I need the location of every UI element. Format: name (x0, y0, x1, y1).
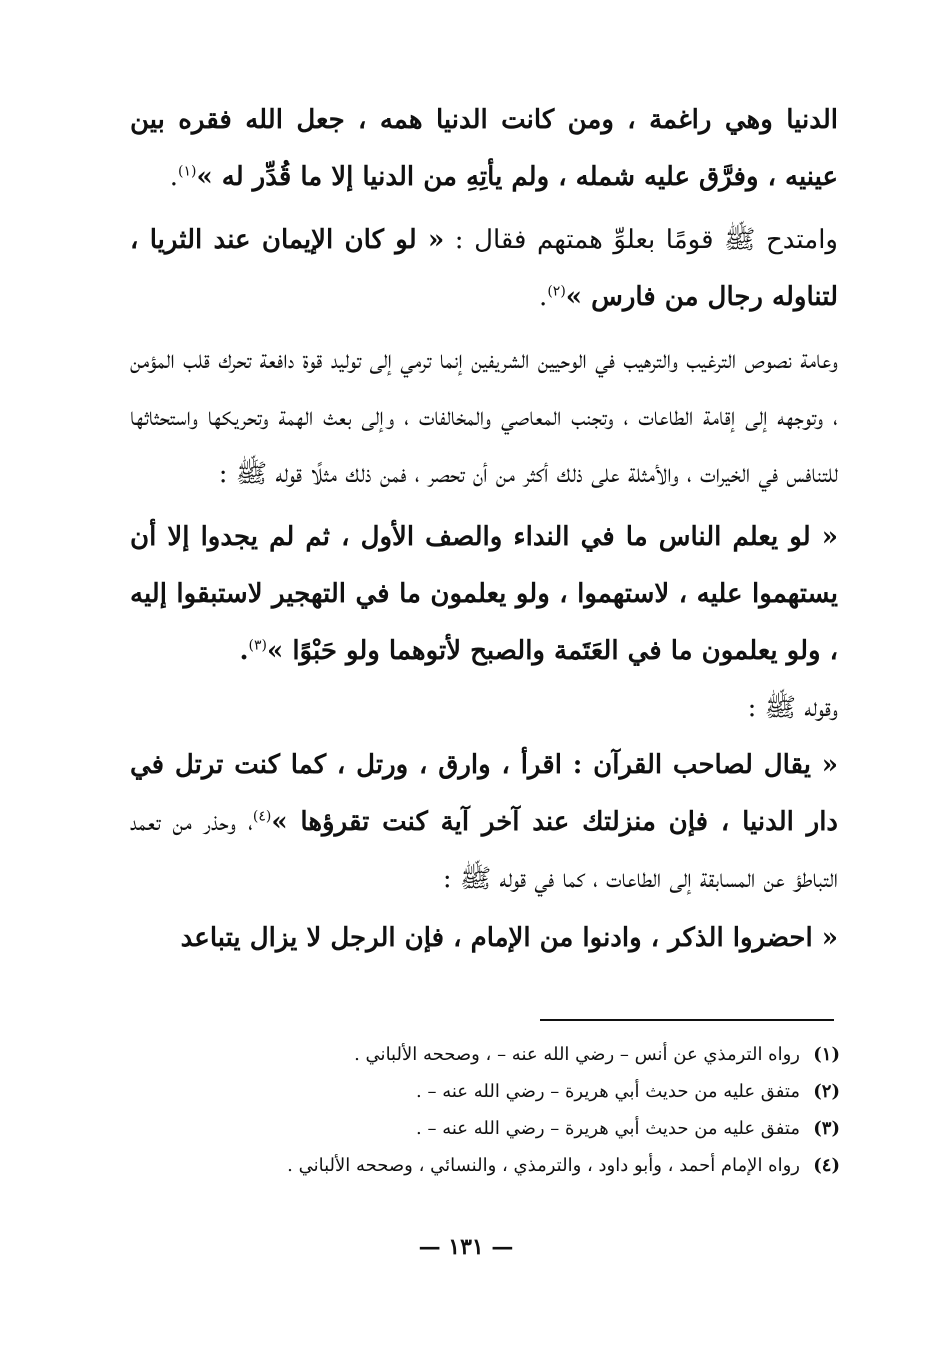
main-text (130, 92, 838, 967)
footnote-number: (٢) (813, 1081, 840, 1102)
text-run: « لو كان الإيمان عند الثريا ، لتناوله رجال من فارس » (130, 225, 838, 312)
text-run: . (239, 636, 249, 666)
text-run: وقوله ﷺ : (747, 693, 838, 723)
footnote-ref: (٢) (547, 283, 566, 300)
footnote-item (150, 1147, 840, 1184)
text-run: « احضروا الذكر ، وادنوا من الإمام ، فإن الرجل لا يزال يتباعد (180, 923, 838, 953)
paragraph (130, 910, 838, 967)
footnote-item (150, 1073, 840, 1110)
footnote-text: رواه الإمام أحمد ، وأبو داود ، والترمذي ، والنسائي ، وصححه الألباني . (287, 1155, 800, 1176)
paragraph (130, 680, 838, 737)
footnote-ref: (٣) (248, 637, 268, 654)
paragraph (130, 737, 838, 908)
footnote-ref: (١) (177, 163, 197, 180)
footnote-text: رواه الترمذي عن أنس – رضي الله عنه – ، وصححه الألباني . (354, 1044, 800, 1065)
paragraph (130, 212, 838, 326)
paragraph (130, 509, 838, 680)
footnote-item (150, 1036, 840, 1073)
footnote-number: (٣) (813, 1118, 840, 1139)
footnote-text: متفق عليه من حديث أبي هريرة – رضي الله عنه – . (416, 1118, 800, 1139)
paragraph (130, 332, 838, 503)
footnote-item (150, 1110, 840, 1147)
paragraph (130, 92, 838, 206)
footnote-separator (540, 1019, 834, 1021)
text-run: « يقال لصاحب القرآن : اقرأ ، وارق ، ورتل ، كما كنت ترتل في دار الدنيا ، فإن منزلتك عند آخر آية كنت تقرؤها » (130, 750, 839, 837)
footnote-number: (١) (813, 1044, 840, 1065)
text-run: وامتدح ﷺ قومًا بعلوِّ همتهم فقال : (444, 225, 838, 255)
text-run: وعامة نصوص الترغيب والترهيب في الوحيين الشريفين إنما ترمي إلى توليد قوة دافعة تحرك قلب المؤمن ، وتوجهه إلى إقامة الطاعات ، وتجنب المعاصي والمخالفات ، وإلى بعث الهمة وتحريكها واستحثاثها للتنافس في الخيرات ، والأمثلة على ذلك أكثر من أن تحصر ، فمن ذلك مثلًا قوله ﷺ : (130, 345, 838, 489)
text-run: الدنيا وهي راغمة ، ومن كانت الدنيا همه ، جعل الله فقره بين عينيه ، وفرَّق عليه شمله ، ولم يأتِهِ من الدنيا إلا ما قُدِّر له » (130, 105, 838, 192)
page-number: — ١٣١ — (418, 1234, 514, 1260)
text-run: « لو يعلم الناس ما في النداء والصف الأول ، ثم لم يجدوا إلا أن يستهموا عليه ، لاستهموا ، ولو يعلمون ما في التهجير لاستبقوا إليه ، ولو يعلمون ما في العَتَمة والصبح لأتوهما ولو حَبْوًا » (130, 522, 838, 666)
text-run: . (169, 162, 178, 192)
footnotes (150, 1036, 840, 1184)
footnote-ref: (٤) (252, 808, 272, 825)
footnote-number: (٤) (813, 1155, 840, 1176)
text-run: . (539, 282, 548, 312)
text-run: ، وحذر من تعمد التباطؤ عن المسابقة إلى الطاعات ، كما في قوله ﷺ : (130, 807, 838, 894)
footnote-text: متفق عليه من حديث أبي هريرة – رضي الله عنه – . (416, 1081, 800, 1102)
